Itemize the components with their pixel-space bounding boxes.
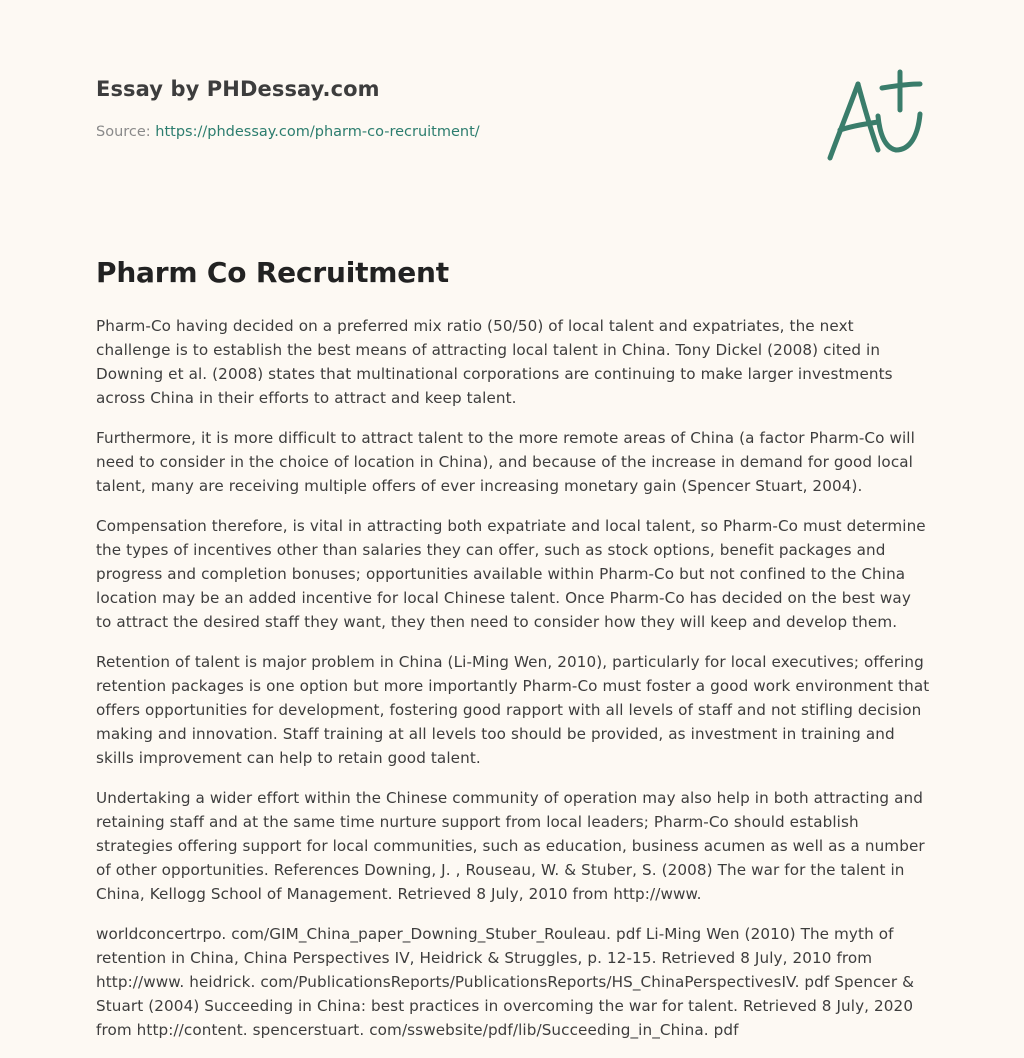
essay-paragraph: Compensation therefore, is vital in attracting both expatriate and local talent, so Pharm-Co must determine the types of incentives other than salaries they can offer, such as stock options, benefit packages and progress and completion bonuses; opportunities available within Pharm-Co but not confined to the China location may be an added incentive for local Chinese talent. Once Pharm-Co has decided on the best way to attract the desired staff they want, they then need to consider how they will keep and develop them. [96, 517, 926, 631]
a-plus-grade-icon [820, 66, 930, 166]
site-brand: Essay by PHDessay.com [96, 77, 380, 101]
essay-title: Pharm Co Recruitment [96, 256, 449, 289]
essay-paragraph: Undertaking a wider effort within the Chinese community of operation may also help in both attracting and retaining staff and at the same time nurture support from local leaders; Pharm-Co should establish strategies offering support for local communities, such as education, business acumen as well as a number of other opportunities. References Downing, J. , Rouseau, W. & Stuber, S. (2008) The war for the talent in China, Kellogg School of Management. Retrieved 8 July, 2010 from http://www. [96, 789, 925, 903]
essay-paragraph: worldconcertrpo. com/GIM_China_paper_Downing_Stuber_Rouleau. pdf Li-Ming Wen (2010) The myth of retention in China, China Perspectives IV, Heidrick & Struggles, p. 12-15. Retrieved 8 July, 2010 from http://www. heidrick. com/PublicationsReports/PublicationsReports/HS_ChinaPerspectivesIV. pdf Spencer & Stuart (2004) Succeeding in China: best practices in overcoming the war for talent. Retrieved 8 July, 2020 from http://content. spencerstuart. com/sswebsite/pdf/lib/Succeeding_in_China. pdf [96, 925, 915, 1039]
source-line [96, 124, 480, 140]
source-label: Source: [96, 124, 151, 140]
essay-paragraph: Retention of talent is major problem in China (Li-Ming Wen, 2010), particularly for local executives; offering retention packages is one option but more importantly Pharm-Co must foster a good work environment that offers opportunities for development, fostering good rapport with all levels of staff and not stifling decision making and innovation. Staff training at all levels too should be provided, as investment in training and skills improvement can help to retain good talent. [96, 653, 930, 767]
source-link[interactable]: https://phdessay.com/pharm-co-recruitment/ [155, 124, 480, 140]
essay-body [96, 314, 930, 1058]
essay-paragraph: Pharm-Co having decided on a preferred mix ratio (50/50) of local talent and expatriates, the next challenge is to establish the best means of attracting local talent in China. Tony Dickel (2008) cited in Downing et al. (2008) states that multinational corporations are continuing to make larger investments across China in their efforts to attract and keep talent. [96, 317, 893, 407]
essay-paragraph: Furthermore, it is more difficult to attract talent to the more remote areas of China (a factor Pharm-Co will need to consider in the choice of location in China), and because of the increase in demand for good local talent, many are receiving multiple offers of ever increasing monetary gain (Spencer Stuart, 2004). [96, 429, 915, 495]
